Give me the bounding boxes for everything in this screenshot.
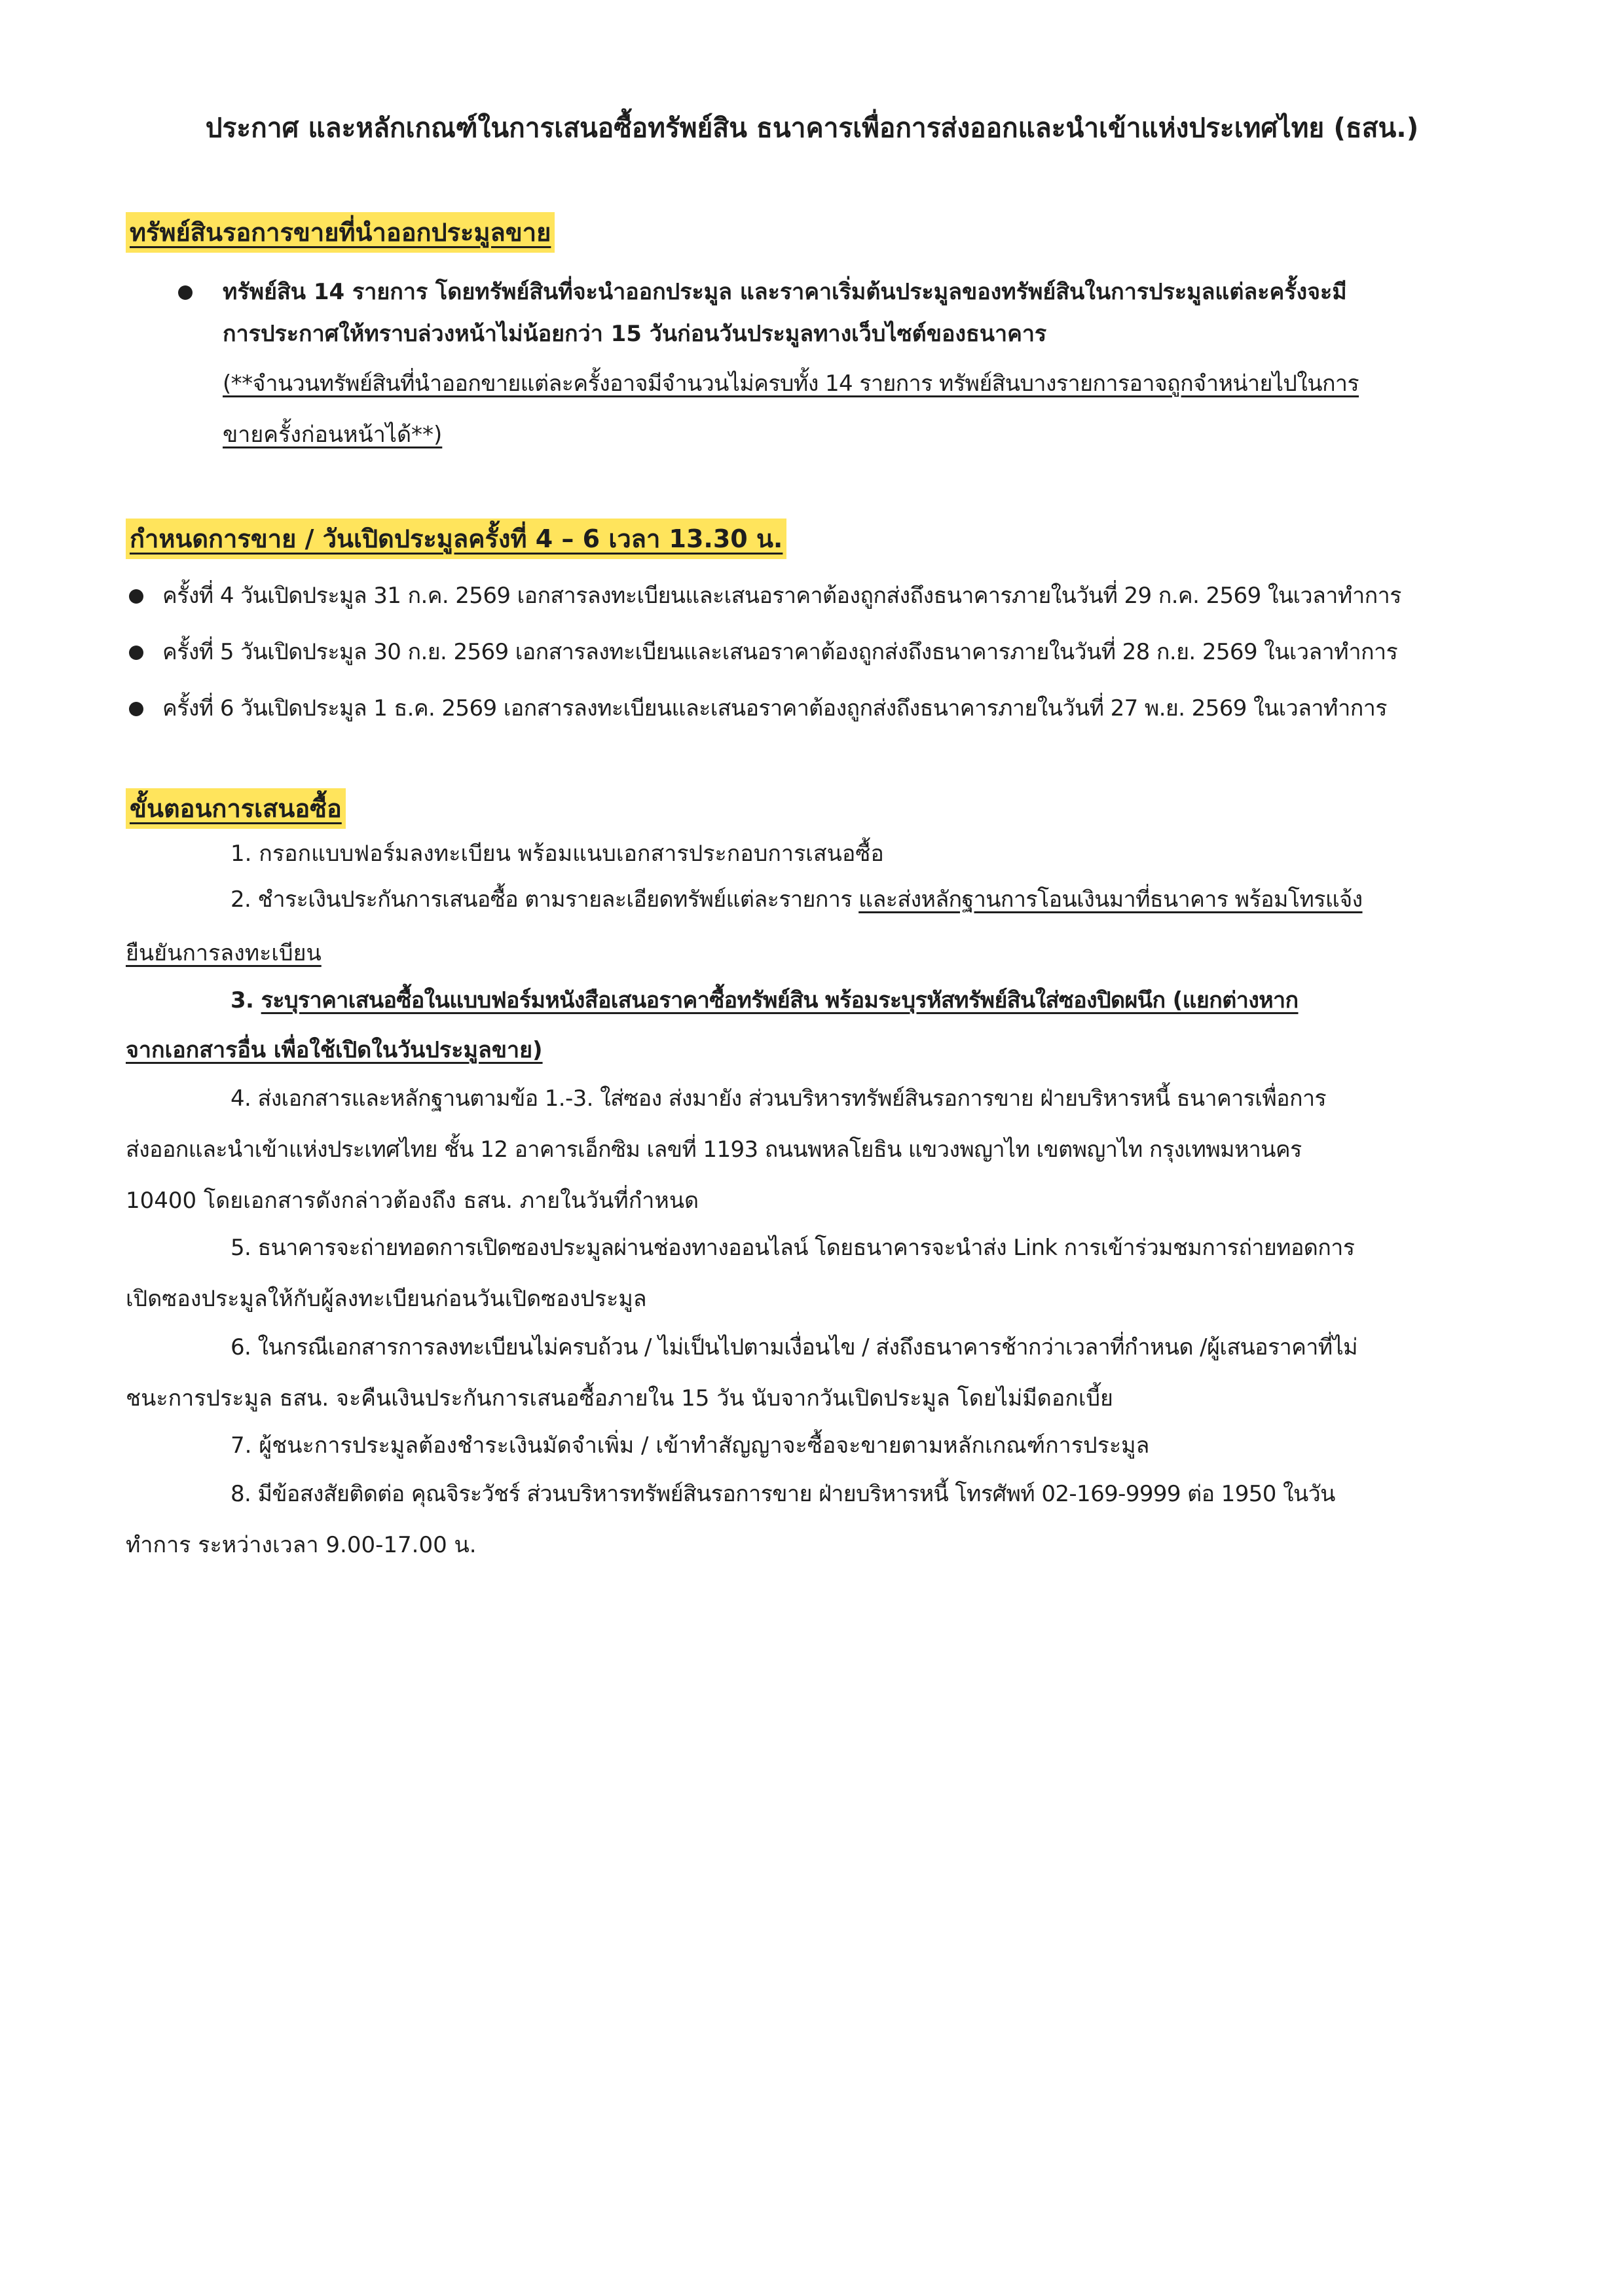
procedure-step-3-text: ระบุราคาเสนอซื้อในแบบฟอร์มหนังสือเสนอราคาซื้อทรัพย์สิน พร้อมระบุรหัสทรัพย์สินใส่ซองปิดผนึก (แยกต่างหาก: [261, 987, 1299, 1013]
procedure-step-2-underlined: และส่งหลักฐานการโอนเงินมาที่ธนาคาร พร้อมโทรแจ้ง: [858, 886, 1363, 913]
assets-text-line2: การประกาศให้ทราบล่วงหน้าไม่น้อยกว่า 15 วันก่อนวันประมูลทางเว็บไซต์ของธนาคาร: [223, 321, 1047, 347]
procedure-step-6-line1: 6. ในกรณีเอกสารการลงทะเบียนไม่ครบถ้วน / ไม่เป็นไปตามเงื่อนไข / ส่งถึงธนาคารช้ากว่าเวลาที่กำหนด /ผู้เสนอราคาที่ไม่: [231, 1334, 1357, 1360]
procedure-step-2-line1: [231, 881, 1363, 918]
bullet-icon: [129, 589, 143, 604]
procedure-step-4-line3: 10400 โดยเอกสารดังกล่าวต้องถึง ธสน. ภายในวันที่กำหนด: [126, 1188, 699, 1214]
procedure-step-1: 1. กรอกแบบฟอร์มลงทะเบียน พร้อมแนบเอกสารประกอบการเสนอซื้อ: [231, 841, 884, 867]
procedure-step-5-line1: 5. ธนาคารจะถ่ายทอดการเปิดซองประมูลผ่านช่องทางออนไลน์ โดยธนาคารจะนำส่ง Link การเข้าร่วมชมการถ่ายทอดการ: [231, 1235, 1355, 1261]
procedure-step-8-line1: 8. มีข้อสงสัยติดต่อ คุณจิระวัชร์ ส่วนบริหารทรัพย์สินรอการขาย ฝ่ายบริหารหนี้ โทรศัพท์ 02-169-9999 ต่อ 1950 ในวัน: [231, 1481, 1335, 1507]
procedure-step-4-line2: ส่งออกและนำเข้าแห่งประเทศไทย ชั้น 12 อาคารเอ็กซิม เลขที่ 1193 ถนนพหลโยธิน แขวงพญาไท เขตพญาไท กรุงเทพมหานคร: [126, 1137, 1302, 1163]
document-title: ประกาศ และหลักเกณฑ์ในการเสนอซื้อทรัพย์สิน ธนาคารเพื่อการส่งออกและนำเข้าแห่งประเทศไทย (ธสน.): [205, 112, 1419, 143]
procedure-step-3-line2: จากเอกสารอื่น เพื่อใช้เปิดในวันประมูลขาย): [126, 1037, 543, 1063]
bullet-icon: [129, 702, 143, 716]
section-heading-assets: ทรัพย์สินรอการขายที่นำออกประมูลขาย: [126, 212, 555, 253]
procedure-step-4-line1: 4. ส่งเอกสารและหลักฐานตามข้อ 1.-3. ใส่ซอง ส่งมายัง ส่วนบริหารทรัพย์สินรอการขาย ฝ่ายบริหารหนี้ ธนาคารเพื่อการ: [231, 1085, 1327, 1112]
procedure-step-7: 7. ผู้ชนะการประมูลต้องชำระเงินมัดจำเพิ่ม / เข้าทำสัญญาจะซื้อจะขายตามหลักเกณฑ์การประมูล: [231, 1432, 1150, 1459]
procedure-step-3-line1: [231, 982, 1299, 1019]
bullet-icon: [129, 646, 143, 660]
schedule-item-5: ครั้งที่ 5 วันเปิดประมูล 30 ก.ย. 2569 เอกสารลงทะเบียนและเสนอราคาต้องถูกส่งถึงธนาคารภายในวันที่ 28 ก.ย. 2569 ในเวลาทำการ: [162, 639, 1398, 665]
assets-note-line2: ขายครั้งก่อนหน้าได้**): [223, 422, 443, 448]
procedure-step-8-line2: ทำการ ระหว่างเวลา 9.00-17.00 น.: [126, 1532, 477, 1558]
procedure-step-6-line2: ชนะการประมูล ธสน. จะคืนเงินประกันการเสนอซื้อภายใน 15 วัน นับจากวันเปิดประมูล โดยไม่มีดอกเบี้ย: [126, 1385, 1113, 1412]
bullet-icon: [178, 285, 193, 300]
section-heading-schedule: กำหนดการขาย / วันเปิดประมูลครั้งที่ 4 – 6 เวลา 13.30 น.: [126, 519, 786, 559]
schedule-item-4: ครั้งที่ 4 วันเปิดประมูล 31 ก.ค. 2569 เอกสารลงทะเบียนและเสนอราคาต้องถูกส่งถึงธนาคารภายในวันที่ 29 ก.ค. 2569 ในเวลาทำการ: [162, 583, 1401, 609]
assets-text-line1: ทรัพย์สิน 14 รายการ โดยทรัพย์สินที่จะนำออกประมูล และราคาเริ่มต้นประมูลของทรัพย์สินในการประมูลแต่ละครั้งจะมี: [223, 279, 1347, 305]
procedure-step-3-number: 3.: [231, 987, 261, 1013]
section-heading-procedure: ขั้นตอนการเสนอซื้อ: [126, 788, 346, 829]
assets-note-line1: (**จำนวนทรัพย์สินที่นำออกขายแต่ละครั้งอาจมีจำนวนไม่ครบทั้ง 14 รายการ ทรัพย์สินบางรายการอาจถูกจำหน่ายไปในการ: [223, 371, 1359, 397]
procedure-step-2-line2: ยืนยันการลงทะเบียน: [126, 940, 322, 966]
procedure-step-2-text: 2. ชำระเงินประกันการเสนอซื้อ ตามรายละเอียดทรัพย์แต่ละรายการ: [231, 886, 859, 913]
schedule-item-6: ครั้งที่ 6 วันเปิดประมูล 1 ธ.ค. 2569 เอกสารลงทะเบียนและเสนอราคาต้องถูกส่งถึงธนาคารภายในวันที่ 27 พ.ย. 2569 ในเวลาทำการ: [162, 695, 1387, 721]
procedure-step-5-line2: เปิดซองประมูลให้กับผู้ลงทะเบียนก่อนวันเปิดซองประมูล: [126, 1286, 647, 1312]
